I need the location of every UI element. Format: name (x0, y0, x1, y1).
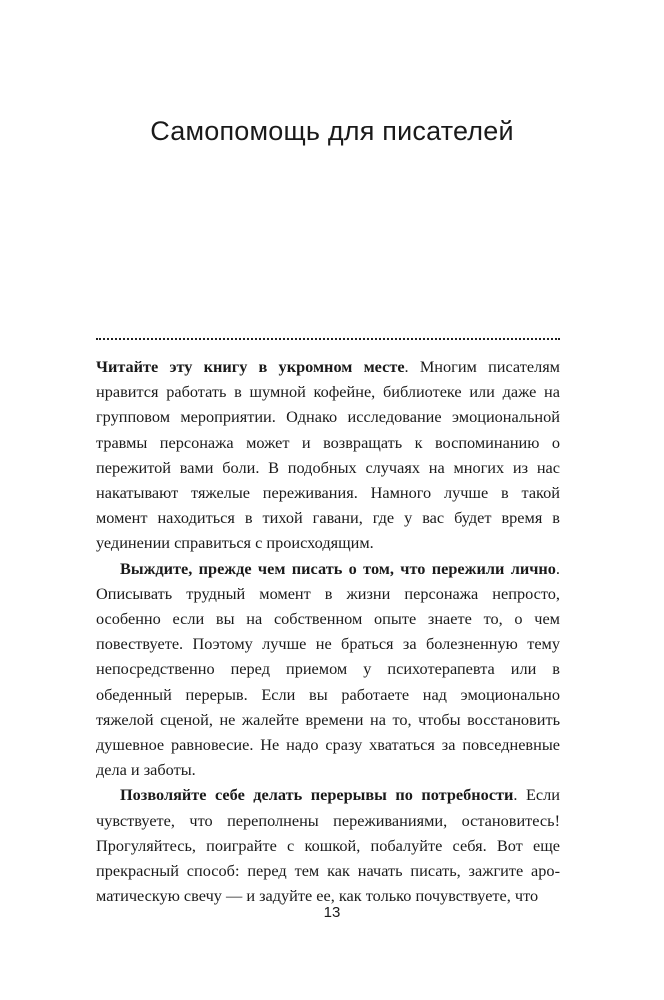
paragraph-lead: Позволяйте себе делать перерывы по потребности (120, 785, 514, 805)
paragraph-lead: Выждите, прежде чем писать о том, что пережили лично (120, 558, 556, 578)
paragraph-reading-place (96, 354, 560, 556)
paragraph-text: . Многим писателям нравится работать в шумной кофейне, библиотеке или даже на групповом мероприятии. Однако исследование эмоциональной травмы персонажа может и возвращать к воспоминанию о пережитой вами боли. В подобных случаях на многих из нас накатывают тяжелые переживания. Намного лучше в такой момент находиться в тихой гавани, где у вас будет время в уединении справиться с происходящим. (96, 357, 560, 553)
section-divider (96, 338, 560, 340)
paragraph-wait-before-writing (96, 556, 560, 783)
paragraph-text: . Описывать трудный момент в жизни персонажа непросто, особенно если вы на собственном опыте знаете то, о чем повествуете. Поэтому лучше не браться за болезненную тему непосредственно перед приемом у психотерапевта или в обеденный перерыв. Если вы работаете над эмоционально тяжелой сценой, не жалейте времени на то, чтобы восстановить душевное равновесие. Не надо сразу хвататься за повседневные дела и заботы. (96, 558, 560, 780)
paragraph-take-breaks (96, 782, 560, 908)
page-title: Самопомощь для писателей (150, 116, 514, 146)
paragraph-text: . Если чувствуете, что переполнены переживаниями, остановитесь! Прогуляйтесь, поиграйте с кошкой, побалуйте себя. Вот еще прекрасный способ: перед тем как начать писать, зажгите ароматическую свечу — и задуйте ее, как только почувствуете, что (96, 785, 560, 906)
paragraph-lead: Читайте эту книгу в укромном месте (96, 357, 405, 376)
page-number: 13 (323, 904, 341, 921)
body-text (96, 354, 560, 908)
